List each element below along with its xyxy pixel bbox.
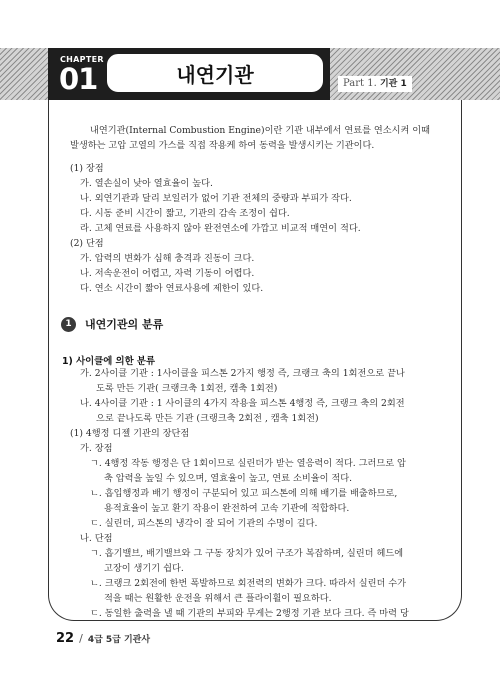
page-number: 22 (56, 631, 75, 646)
chapter-title-box (106, 53, 324, 93)
section-title: 내연기관의 분류 (85, 318, 164, 331)
body-line: 으로 끝나도록 만든 기관 (크랭크축 2회전 , 캠축 1회전) (96, 413, 319, 424)
body-line: 도록 만든 기관( 크랭크축 1회전, 캠축 1회전) (96, 383, 278, 394)
body-line: ㄷ. 동일한 출력을 낼 때 기관의 부피와 무게는 2행정 기관 보다 크다. 즉 마력 당 (90, 608, 409, 619)
section-number-badge: 1 (61, 317, 76, 332)
book-title: 4급 5급 기관사 (87, 635, 151, 645)
subsection-title: 1) 사이클에 의한 분류 (62, 356, 156, 367)
page-footer (56, 631, 150, 646)
body-line: ㄱ. 4행정 작동 행정은 단 1회이므로 실린더가 받는 열응력이 적다. 그러므로 압 (90, 458, 406, 469)
body-line: 가. 장점 (80, 443, 113, 454)
footer-divider: / (79, 632, 83, 645)
body-line: 축 압력을 높일 수 있으며, 열효율이 높고, 연료 소비율이 적다. (104, 473, 353, 484)
body-line: 적을 때는 원활한 운전을 위해서 큰 플라이휠이 필요하다. (104, 593, 332, 604)
chapter-number: 01 (59, 62, 98, 96)
body-line: 고장이 생기기 쉽다. (104, 563, 184, 574)
advantage-item: 가. 열손실이 낮아 열효율이 높다. (80, 178, 213, 189)
disadvantage-item: 나. 저속운전이 어렵고, 자력 기동이 어렵다. (80, 268, 255, 279)
section-heading (61, 316, 163, 332)
body-line: ㄱ. 흡기밸브, 배기밸브와 그 구동 장치가 있어 구조가 복잡하며, 실린더 헤드에 (90, 548, 404, 559)
part-number: Part 1. (343, 78, 377, 89)
body-line: ㄷ. 실린더, 피스톤의 냉각이 잘 되어 기관의 수명이 길다. (90, 518, 318, 529)
advantage-item: 나. 외연기관과 달리 보일러가 없어 기관 전체의 중량과 부피가 작다. (80, 193, 352, 204)
advantage-item: 라. 고체 연료를 사용하지 않아 완전연소에 가깝고 비교적 매연이 적다. (80, 223, 361, 234)
intro-line: 내연기관(Internal Combustion Engine)이란 기관 내부에서 연료를 연소시켜 이때 (90, 125, 431, 136)
disadvantage-item: 다. 연소 시간이 짧아 연료사용에 제한이 있다. (80, 283, 264, 294)
advantage-item: 다. 시동 준비 시간이 짧고, 기관의 감속 조정이 쉽다. (80, 208, 290, 219)
chapter-title: 내연기관 (176, 62, 254, 87)
body-line: (1) 4행정 디젤 기관의 장단점 (70, 428, 190, 439)
advantages-heading: (1) 장점 (70, 163, 104, 174)
disadvantage-item: 가. 압력의 변화가 심해 충격과 진동이 크다. (80, 253, 255, 264)
disadvantages-heading: (2) 단점 (70, 238, 104, 249)
body-line: 가. 2사이클 기관 : 1사이클을 피스톤 2가지 행정 즉, 크랭크 축의 1회전으로 끝나 (80, 368, 405, 379)
part-name: 기관 1 (379, 79, 407, 89)
body-line: 용적효율이 높고 환기 작용이 완전하여 고속 기관에 적합하다. (104, 503, 350, 514)
part-label (338, 76, 412, 92)
chapter-badge (53, 50, 103, 98)
intro-line: 발생하는 고압 고열의 가스를 직접 작용케 하여 동력을 발생시키는 기관이다. (70, 140, 375, 151)
body-line: 나. 4사이클 기관 : 1 사이클의 4가지 작용을 피스톤 4행정 즉, 크랭크 축의 2회전 (80, 398, 405, 409)
body-line: ㄴ. 흡입행정과 배기 행정이 구분되어 있고 피스톤에 의해 배기를 배출하므로, (90, 488, 398, 499)
body-line: 나. 단점 (80, 533, 113, 544)
body-line: ㄴ. 크랭크 2회전에 한번 폭발하므로 회전력의 변화가 크다. 따라서 실린더 수가 (90, 578, 407, 589)
chapter-label: CHAPTER (60, 55, 104, 64)
